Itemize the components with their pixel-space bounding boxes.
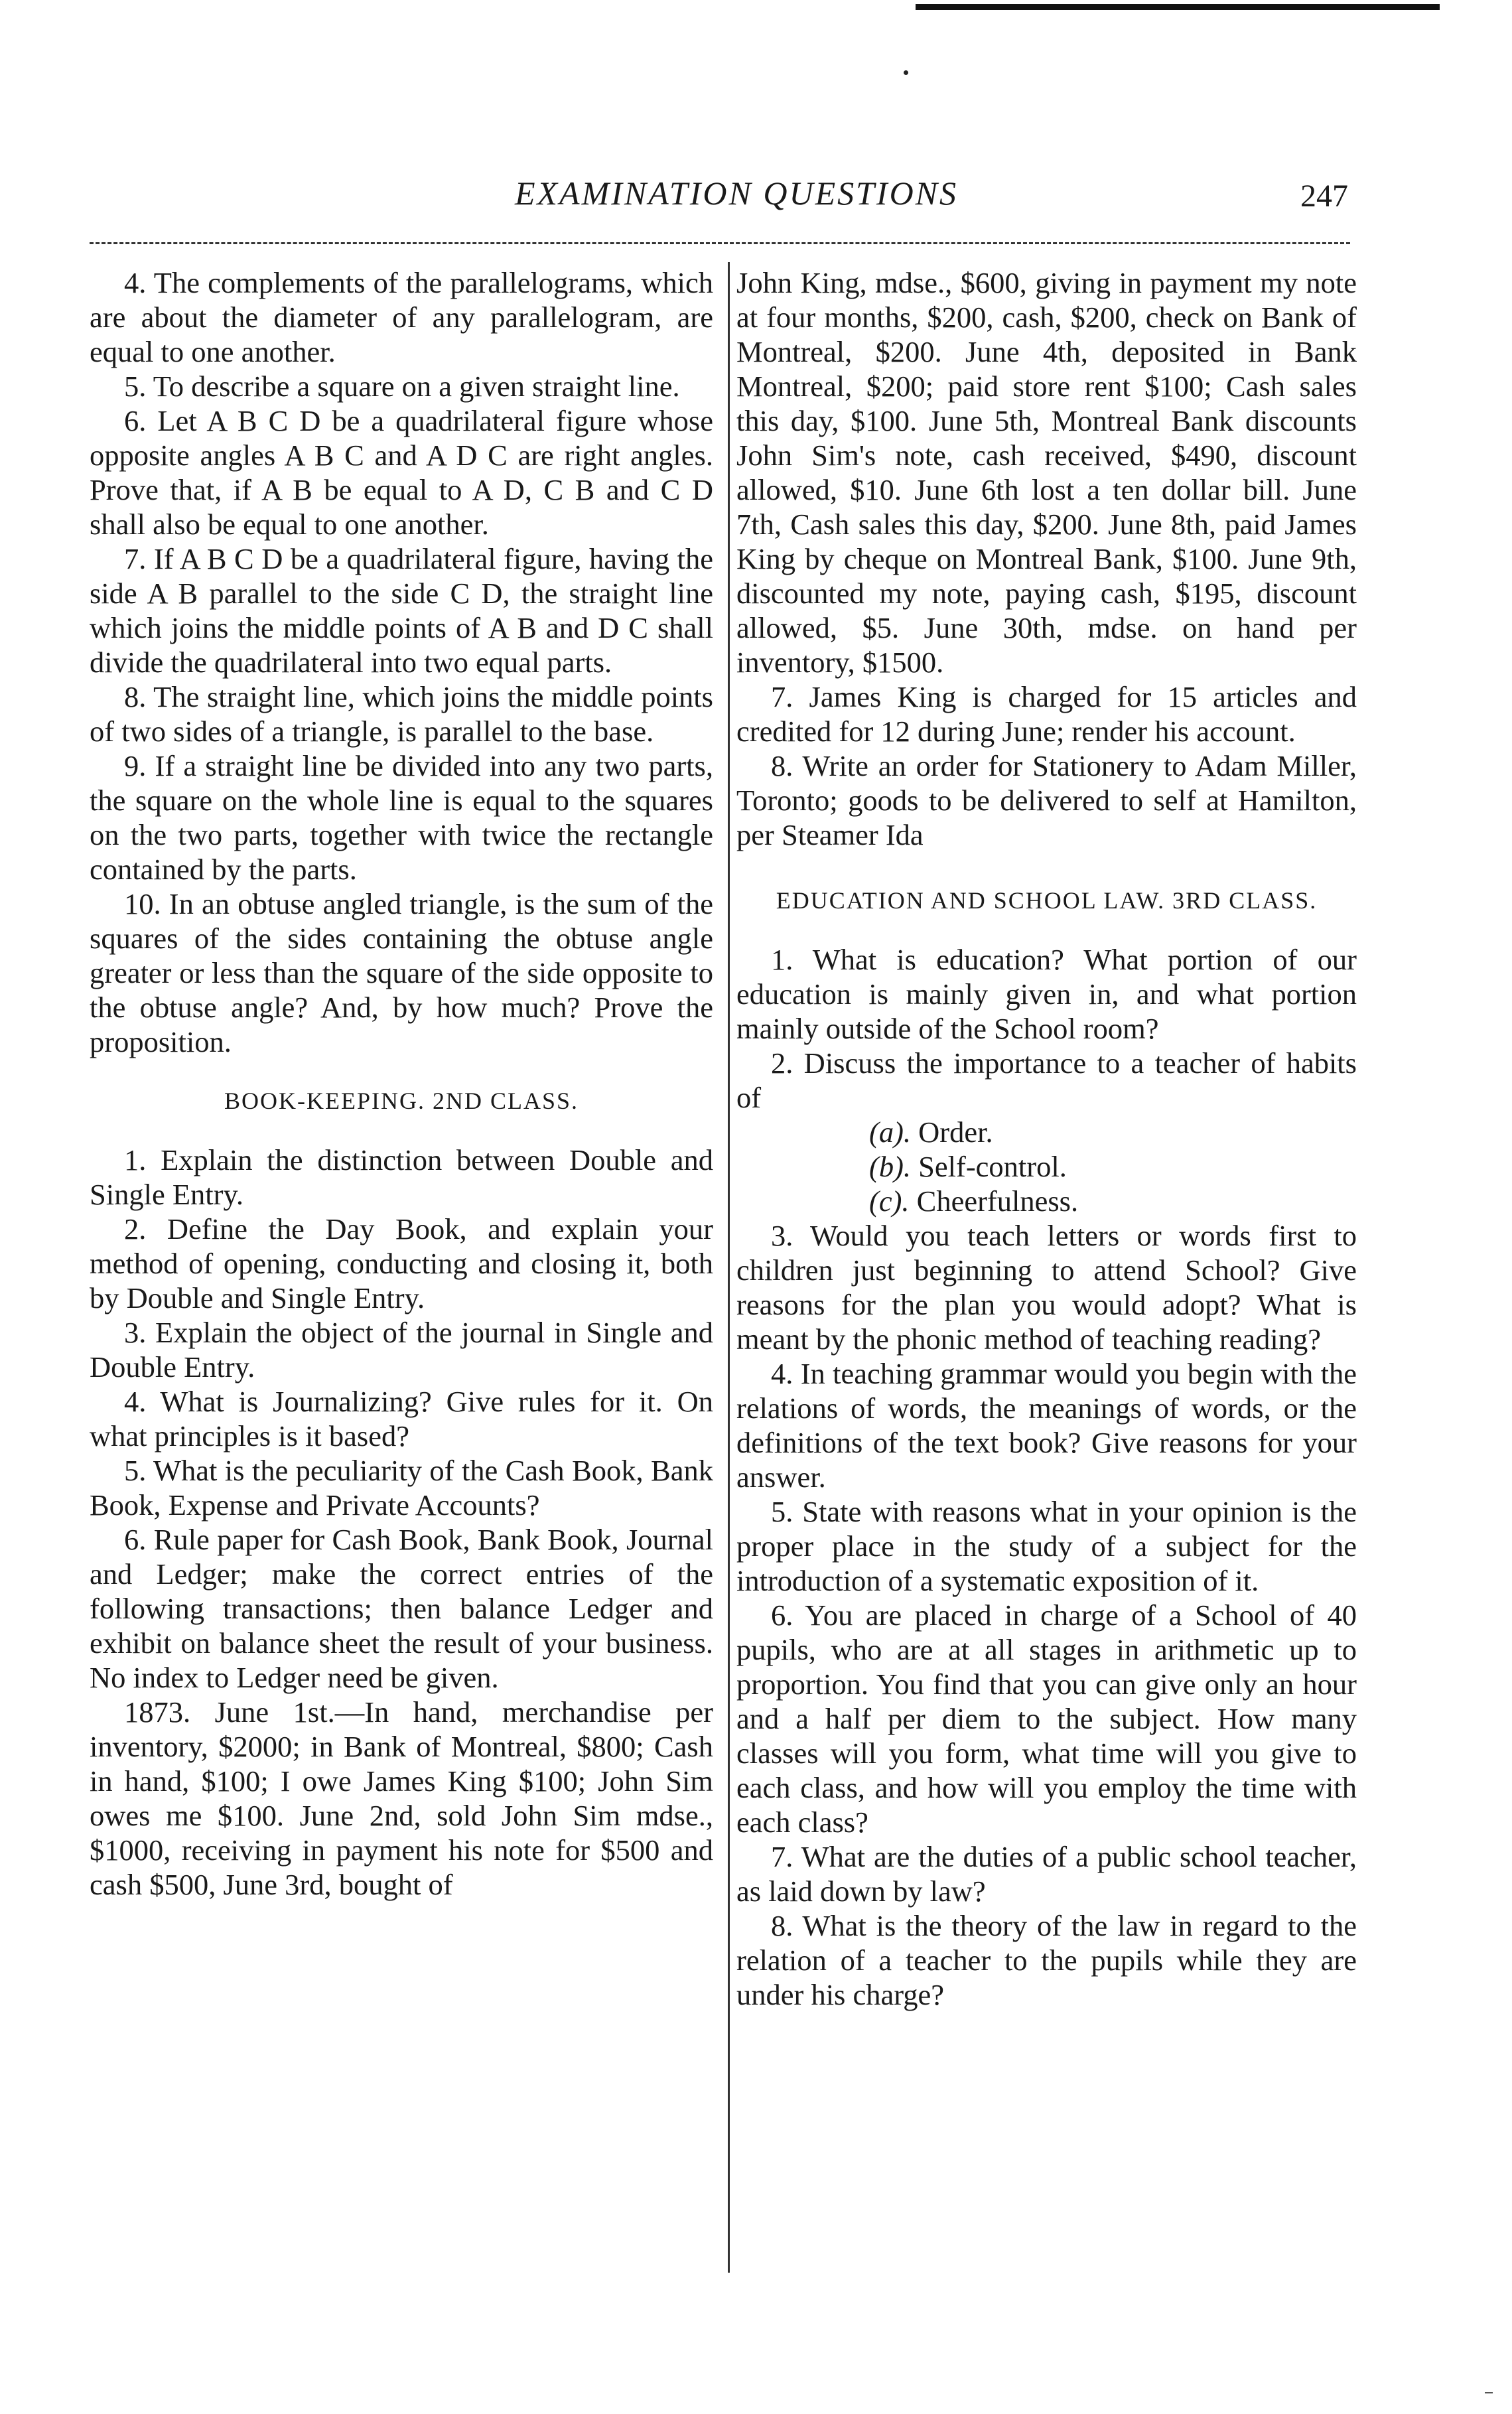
education-question: 8. What is the theory of the law in regard to the relation of a teacher to the pupils while they are under his charge? <box>736 1909 1357 2011</box>
header-rule <box>90 242 1350 244</box>
section-gap <box>90 1120 713 1143</box>
bookkeeping-question: 2. Define the Day Book, and explain your method of opening, conducting and closing it, both by Double and Single Entry. <box>90 1212 713 1314</box>
section-gap <box>90 1059 713 1082</box>
margin-mark <box>1485 2392 1493 2393</box>
geometry-question: 10. In an obtuse angled triangle, is the sum of the squares of the sides containing the obtuse angle greater or less than the square of the side opposite to the obtuse angle? And, by how much? Prove the proposition. <box>90 887 713 1058</box>
habit-item: (b). Self-control. <box>869 1150 1067 1183</box>
bookkeeping-question: 6. Rule paper for Cash Book, Bank Book, Journal and Ledger; make the correct entries of the following transactions; then balance Ledger and exhibit on balance sheet the result of your business. No index to Ledger need be given. <box>90 1523 713 1694</box>
education-question: 7. What are the duties of a public school teacher, as laid down by law? <box>736 1840 1357 1908</box>
left-column <box>90 265 713 1902</box>
education-question: 2. Discuss the importance to a teacher of habits of <box>736 1046 1357 1114</box>
bookkeeping-question: 5. What is the peculiarity of the Cash Book, Bank Book, Expense and Private Accounts? <box>90 1454 713 1522</box>
ink-speck <box>904 70 908 75</box>
education-question: 3. Would you teach letters or words first to children just beginning to attend School? Give reasons for the plan you would adopt? What is meant by the phonic method of teaching reading? <box>736 1219 1357 1356</box>
geometry-question: 8. The straight line, which joins the middle points of two sides of a triangle, is parallel to the base. <box>90 680 713 748</box>
page-number: 247 <box>1300 178 1348 214</box>
geometry-question: 6. Let A B C D be a quadrilateral figure whose opposite angles A B C and A D C are right angles. Prove that, if A B be equal to A D, C B and C D shall also be equal to one another. <box>90 404 713 541</box>
education-question: 4. In teaching grammar would you begin with the relations of words, the meanings of words, or the definitions of the text book? Give reasons for your answer. <box>736 1357 1357 1494</box>
bookkeeping-heading: BOOK-KEEPING. 2ND CLASS. <box>224 1088 579 1114</box>
bookkeeping-question: 7. James King is charged for 15 articles and credited for 12 during June; render his account. <box>736 680 1357 748</box>
right-column <box>736 265 1357 2012</box>
running-title: EXAMINATION QUESTIONS <box>514 175 959 212</box>
bookkeeping-question: 4. What is Journalizing? Give rules for it. On what principles is it based? <box>90 1385 713 1453</box>
habit-item: (a). Order. <box>869 1115 993 1149</box>
column-divider <box>728 262 730 2273</box>
education-question: 5. State with reasons what in your opinion is the proper place in the study of a subject for the introduction of a systematic exposition of it. <box>736 1495 1357 1597</box>
bookkeeping-question: 3. Explain the object of the journal in Single and Double Entry. <box>90 1316 713 1384</box>
bookkeeping-question: 1. Explain the distinction between Double and Single Entry. <box>90 1143 713 1211</box>
section-gap <box>736 920 1357 942</box>
education-question: 6. You are placed in charge of a School of 40 pupils, who are at all stages in arithmetic up to proportion. You find that you can give only an hour and a half per diem to the subject. How many classes will you form, what time will you give to each class, and how will you employ the time with each class? <box>736 1598 1357 1839</box>
geometry-question: 9. If a straight line be divided into any two parts, the square on the whole line is equal to the squares on the two parts, together with twice the rectangle contained by the parts. <box>90 749 713 886</box>
top-margin-rule <box>916 4 1440 10</box>
geometry-question: 5. To describe a square on a given straight line. <box>124 370 680 403</box>
education-heading: EDUCATION AND SCHOOL LAW. 3RD CLASS. <box>776 887 1318 914</box>
geometry-question: 7. If A B C D be a quadrilateral figure, having the side A B parallel to the side C D, the straight line which joins the middle points of A B and D C shall divide the quadrilateral into two equal parts. <box>90 542 713 679</box>
transactions-paragraph: 1873. June 1st.—In hand, merchandise per inventory, $2000; in Bank of Montreal, $800; Cash in hand, $100; I owe James King $100; John Sim owes me $100. June 2nd, sold John Sim mdse., $1000, receiving in payment his note for $500 and cash $500, June 3rd, bought of <box>90 1695 713 1901</box>
education-question: 1. What is education? What portion of our education is mainly given in, and what portion mainly outside of the School room? <box>736 943 1357 1045</box>
bookkeeping-question: 8. Write an order for Stationery to Adam Miller, Toronto; goods to be delivered to self at Hamilton, per Steamer Ida <box>736 749 1357 851</box>
geometry-question: 4. The complements of the parallelograms, which are about the diameter of any parallelogram, are equal to one another. <box>90 266 713 368</box>
section-gap <box>736 852 1357 881</box>
transactions-continuation: John King, mdse., $600, giving in payment my note at four months, $200, cash, $200, check on Bank of Montreal, $200. June 4th, deposited in Bank Montreal, $200; paid store rent $100; Cash sales this day, $100. June 5th, Montreal Bank discounts John Sim's note, cash received, $490, discount allowed, $10. June 6th lost a ten dollar bill. June 7th, Cash sales this day, $200. June 8th, paid James King by cheque on Montreal Bank, $100. June 9th, discounted my note, paying cash, $195, discount allowed, $5. June 30th, mdse. on hand per inventory, $1500. <box>736 266 1357 679</box>
habit-item: (c). Cheerfulness. <box>869 1184 1079 1218</box>
